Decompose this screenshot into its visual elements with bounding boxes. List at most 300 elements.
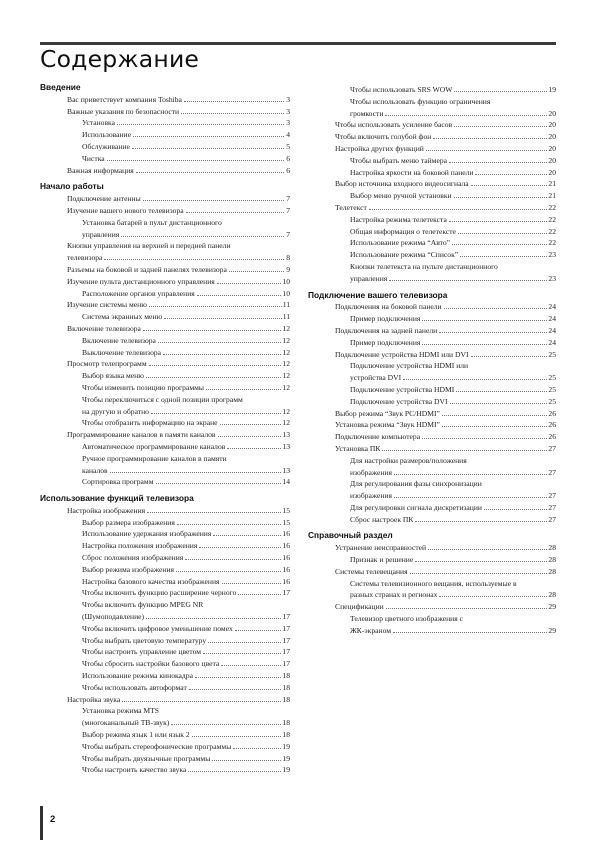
section-heading: Справочный раздел <box>308 530 393 541</box>
toc-entry-page: 17 <box>282 623 290 633</box>
dot-leader <box>386 608 548 609</box>
toc-entry-title: (Шумоподавление) <box>82 612 145 622</box>
dot-leader <box>206 389 281 390</box>
toc-entry-title: Выбор языка меню <box>82 371 144 381</box>
toc-entry-page: 12 <box>282 371 290 381</box>
page-title: Содержание <box>40 45 200 73</box>
toc-entry[interactable] <box>308 554 556 566</box>
toc-entry-title: Изучение системы меню <box>67 300 147 310</box>
toc-entry[interactable] <box>40 323 290 335</box>
dot-leader <box>121 236 284 237</box>
toc-entry[interactable] <box>308 443 556 455</box>
toc-entry[interactable] <box>308 190 556 202</box>
toc-entry-title: Автоматическое программирование каналов <box>82 441 226 451</box>
toc-entry-page: 27 <box>548 502 556 512</box>
toc-entry-title: Выбор меню ручной установки <box>350 191 452 201</box>
dot-leader <box>203 653 281 654</box>
dot-leader <box>185 559 281 560</box>
toc-entry-page: 17 <box>282 588 290 598</box>
toc-entry[interactable] <box>40 741 290 753</box>
toc-entry-page: 23 <box>548 250 556 260</box>
toc-entry[interactable] <box>40 141 290 153</box>
dot-leader <box>458 233 547 234</box>
toc-entry-page: 15 <box>282 505 290 515</box>
toc-entry-page: 20 <box>548 167 556 177</box>
toc-entry[interactable] <box>40 358 290 370</box>
toc-entry-title: Подключения на задней панели <box>335 325 438 335</box>
toc-entry[interactable] <box>308 384 556 396</box>
dot-leader <box>107 160 284 161</box>
toc-column-right <box>308 84 556 637</box>
toc-entry-title: Программирование каналов в памяти каналов <box>67 430 216 440</box>
toc-entry[interactable] <box>40 517 290 529</box>
dot-leader <box>104 259 284 260</box>
toc-entry-title: Общая информация о телетексте <box>350 226 456 236</box>
toc-entry-title: каналов <box>82 465 108 475</box>
toc-entry-title: устройства DVI <box>350 373 402 383</box>
dot-leader <box>456 391 547 392</box>
toc-entry-page: 12 <box>282 335 290 345</box>
dot-leader <box>218 436 282 437</box>
dot-leader <box>217 283 282 284</box>
toc-entry-page: 28 <box>548 566 556 576</box>
toc-entry-title: Настройка базового качества изображения <box>82 576 220 586</box>
toc-entry-title: Настройка яркости на боковой панели <box>350 167 474 177</box>
toc-entry[interactable] <box>40 587 290 599</box>
toc-entry[interactable] <box>40 729 290 741</box>
toc-entry-title: громкости <box>350 108 384 118</box>
toc-entry-page: 13 <box>282 430 290 440</box>
toc-entry-page: 27 <box>548 467 556 477</box>
toc-entry-page: 20 <box>548 155 556 165</box>
toc-entry-line: Установка режима MTS <box>82 706 160 716</box>
toc-entry[interactable] <box>308 273 556 285</box>
toc-entry-page: 7 <box>286 205 290 215</box>
toc-entry-title: Для регулировки сигнала дискретизации <box>350 502 482 512</box>
toc-entry-title: на другую и обратно <box>82 406 149 416</box>
dot-leader <box>189 689 282 690</box>
toc-entry[interactable] <box>40 299 290 311</box>
toc-entry[interactable] <box>40 576 290 588</box>
toc-entry-title: Признак и решение <box>350 555 414 565</box>
toc-entry-line: Ручное программирование каналов в памяти <box>82 453 227 463</box>
toc-entry[interactable] <box>308 467 556 479</box>
toc-entry[interactable] <box>308 143 556 155</box>
toc-entry[interactable] <box>40 623 290 635</box>
toc-entry[interactable] <box>40 276 290 288</box>
toc-entry[interactable] <box>40 264 290 276</box>
toc-entry[interactable] <box>40 382 290 394</box>
toc-entry-page: 8 <box>286 253 290 263</box>
toc-entry-page: 24 <box>548 337 556 347</box>
toc-entry-title: Чтобы использовать усиление басов <box>335 120 453 130</box>
toc-entry-page: 6 <box>286 153 290 163</box>
dot-leader <box>133 136 284 137</box>
toc-entry-page: 26 <box>548 432 556 442</box>
toc-entry-title: Чистка <box>82 153 105 163</box>
toc-entry-page: 22 <box>548 202 556 212</box>
dot-leader <box>117 124 284 125</box>
toc-entry[interactable] <box>40 429 290 441</box>
toc-entry[interactable] <box>308 601 556 613</box>
toc-entry-page: 23 <box>548 273 556 283</box>
toc-entry-page: 18 <box>282 671 290 681</box>
dot-leader <box>212 760 281 761</box>
toc-entry[interactable] <box>308 625 556 637</box>
toc-entry-title: Система экранных меню <box>82 312 163 322</box>
toc-entry-page: 17 <box>282 612 290 622</box>
toc-entry-page: 25 <box>548 349 556 359</box>
toc-entry[interactable] <box>40 528 290 540</box>
toc-entry-title: Выбор режима изображения <box>82 564 175 574</box>
toc-entry-title: Сброс положения изображения <box>82 553 184 563</box>
toc-entry[interactable] <box>40 564 290 576</box>
toc-entry-page: 18 <box>282 694 290 704</box>
toc-entry-page: 16 <box>282 564 290 574</box>
toc-entry[interactable] <box>308 202 556 214</box>
toc-entry-page: 12 <box>282 323 290 333</box>
toc-entry-title: Чтобы изменить позицию программы <box>82 382 205 392</box>
section-heading: Введение <box>40 82 81 92</box>
dot-leader <box>158 342 281 343</box>
toc-entry-title: Телетекст <box>335 202 367 212</box>
toc-entry-title: Установка ПК <box>335 443 381 453</box>
toc-entry[interactable] <box>308 396 556 408</box>
toc-entry[interactable] <box>40 229 290 241</box>
dot-leader <box>188 771 281 772</box>
toc-entry-title: Вас приветствует компания Toshiba <box>67 94 182 104</box>
toc-entry-page: 6 <box>286 165 290 175</box>
toc-entry-page: 3 <box>286 106 290 116</box>
toc-entry-page: 24 <box>548 302 556 312</box>
toc-entry[interactable] <box>308 119 556 131</box>
toc-entry[interactable] <box>40 670 290 682</box>
dot-leader <box>422 320 547 321</box>
dot-leader <box>444 308 548 309</box>
toc-entry-title: изображения <box>350 491 392 501</box>
toc-entry-title: Включение телевизора <box>67 323 141 333</box>
dot-leader <box>171 724 281 725</box>
toc-entry-page: 25 <box>548 384 556 394</box>
toc-entry[interactable] <box>308 313 556 325</box>
toc-entry[interactable] <box>40 347 290 359</box>
toc-entry-title: Чтобы включить голубой фон <box>335 132 432 142</box>
toc-entry[interactable] <box>40 753 290 765</box>
toc-entry-page: 26 <box>548 408 556 418</box>
toc-entry[interactable] <box>40 465 290 477</box>
dot-leader <box>229 271 284 272</box>
toc-entry[interactable] <box>40 153 290 165</box>
toc-entry-title: Чтобы выбрать стереофонические программы <box>82 741 232 751</box>
footer-bar <box>40 806 43 840</box>
toc-entry-page: 18 <box>282 730 290 740</box>
toc-entry[interactable] <box>308 178 556 190</box>
dot-leader <box>475 174 547 175</box>
toc-entry[interactable] <box>308 490 556 502</box>
toc-entry[interactable] <box>308 108 556 120</box>
toc-entry-title: Установка режима “Звук HDMI” <box>335 420 440 430</box>
toc-entry-page: 12 <box>282 418 290 428</box>
toc-entry[interactable] <box>40 288 290 300</box>
toc-entry[interactable] <box>40 94 290 106</box>
toc-entry-title: Изучение пульта дистанционного управления <box>67 276 215 286</box>
toc-entry-title: Подключение устройства HDMI или DVI <box>335 349 469 359</box>
dot-leader <box>199 547 281 548</box>
toc-entry[interactable] <box>40 476 290 488</box>
toc-entry-page: 20 <box>548 120 556 130</box>
toc-entry-title: ЖК-экраном <box>350 625 392 635</box>
dot-leader <box>147 512 281 513</box>
toc-entry-page: 10 <box>282 288 290 298</box>
toc-entry-page: 25 <box>548 396 556 406</box>
dot-leader <box>227 448 281 449</box>
toc-entry-page: 29 <box>548 625 556 635</box>
dot-leader <box>156 483 282 484</box>
dot-leader <box>176 571 281 572</box>
toc-entry-title: Выключение телевизора <box>82 347 162 357</box>
toc-entry[interactable] <box>308 589 556 601</box>
dot-leader <box>233 748 281 749</box>
toc-entry-title: Чтобы выбрать двуязычные программы <box>82 753 211 763</box>
toc-entry-line: Подключение устройства HDMI или <box>350 361 469 371</box>
toc-entry[interactable] <box>40 417 290 429</box>
toc-entry[interactable] <box>40 129 290 141</box>
toc-entry-title: Чтобы отобразить информацию на экране <box>82 418 218 428</box>
toc-entry-line: Чтобы включить функцию MPEG NR <box>82 600 204 610</box>
toc-entry[interactable] <box>40 611 290 623</box>
toc-entry-title: Настройка положения изображения <box>82 541 198 551</box>
dot-leader <box>186 212 284 213</box>
dot-leader <box>213 535 281 536</box>
toc-entry[interactable] <box>308 237 556 249</box>
toc-entry-page: 24 <box>548 325 556 335</box>
toc-entry[interactable] <box>40 540 290 552</box>
toc-entry-title: Использование режима “Список” <box>350 250 459 260</box>
toc-entry-page: 12 <box>282 347 290 357</box>
toc-entry-title: Обслуживание <box>82 141 130 151</box>
toc-entry-title: Важная информация <box>67 165 134 175</box>
toc-entry-title: Изучение вашего нового телевизора <box>67 205 184 215</box>
toc-entry-title: Подключение устройства DVI <box>350 396 448 406</box>
dot-leader <box>484 509 547 510</box>
toc-entry-line: Кнопки телетекста на пульте дистанционного <box>350 261 498 271</box>
toc-entry-title: Чтобы сбросить настройки базового цвета <box>82 659 220 669</box>
toc-entry-page: 22 <box>548 214 556 224</box>
dot-leader <box>143 330 281 331</box>
dot-leader <box>394 474 547 475</box>
toc-entry-line: Телевизор цветного изображения с <box>350 614 464 624</box>
toc-entry-page: 11 <box>282 300 290 310</box>
toc-entry[interactable] <box>308 514 556 526</box>
toc-entry-line: Для регулирования фазы синхронизации <box>350 479 482 489</box>
toc-entry-page: 20 <box>548 143 556 153</box>
toc-entry-title: Использование режима кинокадра <box>82 671 193 681</box>
toc-entry[interactable] <box>40 193 290 205</box>
toc-entry[interactable] <box>40 117 290 129</box>
toc-entry-page: 14 <box>282 477 290 487</box>
dot-leader <box>110 472 282 473</box>
dot-leader <box>393 632 547 633</box>
toc-entry-title: Чтобы настроить качество звука <box>82 765 187 775</box>
toc-entry-title: (многоканальный ТВ-звук) <box>82 718 170 728</box>
toc-entry-title: Установка <box>82 118 116 128</box>
dot-leader <box>208 642 281 643</box>
toc-entry-page: 12 <box>282 382 290 392</box>
toc-entry-page: 11 <box>282 312 290 322</box>
toc-entry-page: 27 <box>548 514 556 524</box>
dot-leader <box>181 113 284 114</box>
toc-entry[interactable] <box>308 131 556 143</box>
dot-leader <box>426 150 548 151</box>
toc-entry[interactable] <box>40 406 290 418</box>
toc-entry-page: 17 <box>282 659 290 669</box>
dot-leader <box>132 148 284 149</box>
toc-entry-page: 16 <box>282 529 290 539</box>
toc-entry[interactable] <box>308 337 556 349</box>
dot-leader <box>164 318 282 319</box>
dot-leader <box>439 332 547 333</box>
dot-leader <box>439 596 547 597</box>
toc-entry[interactable] <box>308 566 556 578</box>
toc-entry-page: 15 <box>282 517 290 527</box>
toc-entry[interactable] <box>308 372 556 384</box>
toc-entry-line: Чтобы использовать функцию ограничения <box>350 96 491 106</box>
toc-entry[interactable] <box>40 441 290 453</box>
toc-entry-page: 22 <box>548 238 556 248</box>
dot-leader <box>192 736 282 737</box>
dot-leader <box>222 583 282 584</box>
toc-entry[interactable] <box>308 542 556 554</box>
toc-entry-page: 29 <box>548 602 556 612</box>
dot-leader <box>452 244 547 245</box>
toc-entry[interactable] <box>40 552 290 564</box>
toc-entry-title: Чтобы настроить управление цветом <box>82 647 202 657</box>
toc-entry[interactable] <box>308 155 556 167</box>
toc-entry[interactable] <box>308 226 556 238</box>
toc-entry[interactable] <box>308 214 556 226</box>
dot-leader <box>385 115 547 116</box>
toc-entry-title: Выбор режима язык 1 или язык 2 <box>82 730 190 740</box>
dot-leader <box>149 306 282 307</box>
dot-leader <box>122 701 281 702</box>
dot-leader <box>197 295 282 296</box>
toc-entry-title: Спецификации <box>335 602 384 612</box>
toc-entry[interactable] <box>40 635 290 647</box>
section-heading: Подключение вашего телевизора <box>308 289 448 300</box>
toc-entry[interactable] <box>308 301 556 313</box>
toc-entry-title: Использование режима “Авто” <box>350 238 451 248</box>
toc-entry-title: Чтобы включить цифровое уменьшение помех <box>82 623 233 633</box>
toc-entry-title: Просмотр телепрограмм <box>67 359 147 369</box>
toc-entry[interactable] <box>308 325 556 337</box>
dot-leader <box>146 618 281 619</box>
toc-entry[interactable] <box>308 84 556 96</box>
dot-leader <box>422 438 547 439</box>
toc-entry[interactable] <box>40 205 290 217</box>
toc-entry[interactable] <box>40 165 290 177</box>
dot-leader <box>428 549 547 550</box>
toc-entry-page: 10 <box>282 276 290 286</box>
toc-entry[interactable] <box>40 106 290 118</box>
dot-leader <box>143 200 284 201</box>
toc-entry-page: 22 <box>548 226 556 236</box>
toc-entry[interactable] <box>308 419 556 431</box>
toc-entry-title: управления <box>82 229 120 239</box>
toc-entry-page: 13 <box>282 465 290 475</box>
toc-entry-page: 28 <box>548 590 556 600</box>
toc-entry-title: Выбор источника входного видеосигнала <box>335 179 469 189</box>
dot-leader <box>454 197 548 198</box>
toc-entry[interactable] <box>40 717 290 729</box>
toc-entry[interactable] <box>40 694 290 706</box>
toc-entry[interactable] <box>40 335 290 347</box>
toc-entry[interactable] <box>40 646 290 658</box>
dot-leader <box>449 162 547 163</box>
dot-leader <box>238 594 281 595</box>
toc-entry-title: Настройка режима телетекста <box>350 214 447 224</box>
toc-entry[interactable] <box>308 431 556 443</box>
toc-entry-title: Чтобы выбрать меню таймера <box>350 155 448 165</box>
dot-leader <box>184 101 284 102</box>
dot-leader <box>389 280 547 281</box>
toc-entry-line: Кнопки управления на верхней и передней панели <box>67 241 231 251</box>
toc-entry-page: 20 <box>548 132 556 142</box>
dot-leader <box>382 450 547 451</box>
toc-entry-page: 16 <box>282 541 290 551</box>
toc-entry-title: Системы телевещания <box>335 566 408 576</box>
toc-entry[interactable] <box>40 764 290 776</box>
dot-leader <box>151 413 281 414</box>
toc-entry-page: 5 <box>286 141 290 151</box>
toc-entry-page: 9 <box>286 264 290 274</box>
toc-entry-page: 7 <box>286 229 290 239</box>
toc-entry[interactable] <box>308 349 556 361</box>
toc-entry[interactable] <box>308 249 556 261</box>
dot-leader <box>369 209 548 210</box>
toc-entry[interactable] <box>308 502 556 514</box>
toc-entry-page: 19 <box>282 765 290 775</box>
toc-entry-page: 16 <box>282 553 290 563</box>
toc-entry-page: 19 <box>282 753 290 763</box>
toc-entry-title: Чтобы включить функцию расширение черного <box>82 588 237 598</box>
toc-entry[interactable] <box>40 370 290 382</box>
dot-leader <box>449 221 548 222</box>
toc-entry-page: 28 <box>548 555 556 565</box>
dot-leader <box>220 424 282 425</box>
dot-leader <box>454 91 547 92</box>
toc-entry-page: 3 <box>286 94 290 104</box>
toc-entry-title: Сброс настроек ПК <box>350 514 414 524</box>
section-heading: Начало работы <box>40 181 104 192</box>
toc-entry-title: Чтобы использовать SRS WOW <box>350 85 453 94</box>
toc-entry[interactable] <box>40 658 290 670</box>
dot-leader <box>235 630 282 631</box>
toc-entry-line: Системы телевизионного вещания, используемые в <box>350 578 517 588</box>
toc-entry[interactable] <box>40 252 290 264</box>
toc-entry[interactable] <box>40 311 290 323</box>
toc-entry[interactable] <box>308 167 556 179</box>
toc-entry-page: 27 <box>548 443 556 453</box>
toc-entry-page: 21 <box>548 179 556 189</box>
toc-entry[interactable] <box>40 505 290 517</box>
toc-entry-page: 26 <box>548 420 556 430</box>
toc-entry-title: Настройка звука <box>67 694 121 704</box>
toc-entry-page: 4 <box>286 130 290 140</box>
toc-entry[interactable] <box>308 408 556 420</box>
toc-entry[interactable] <box>40 682 290 694</box>
toc-entry-page: 28 <box>548 543 556 553</box>
toc-entry-page: 25 <box>548 373 556 383</box>
